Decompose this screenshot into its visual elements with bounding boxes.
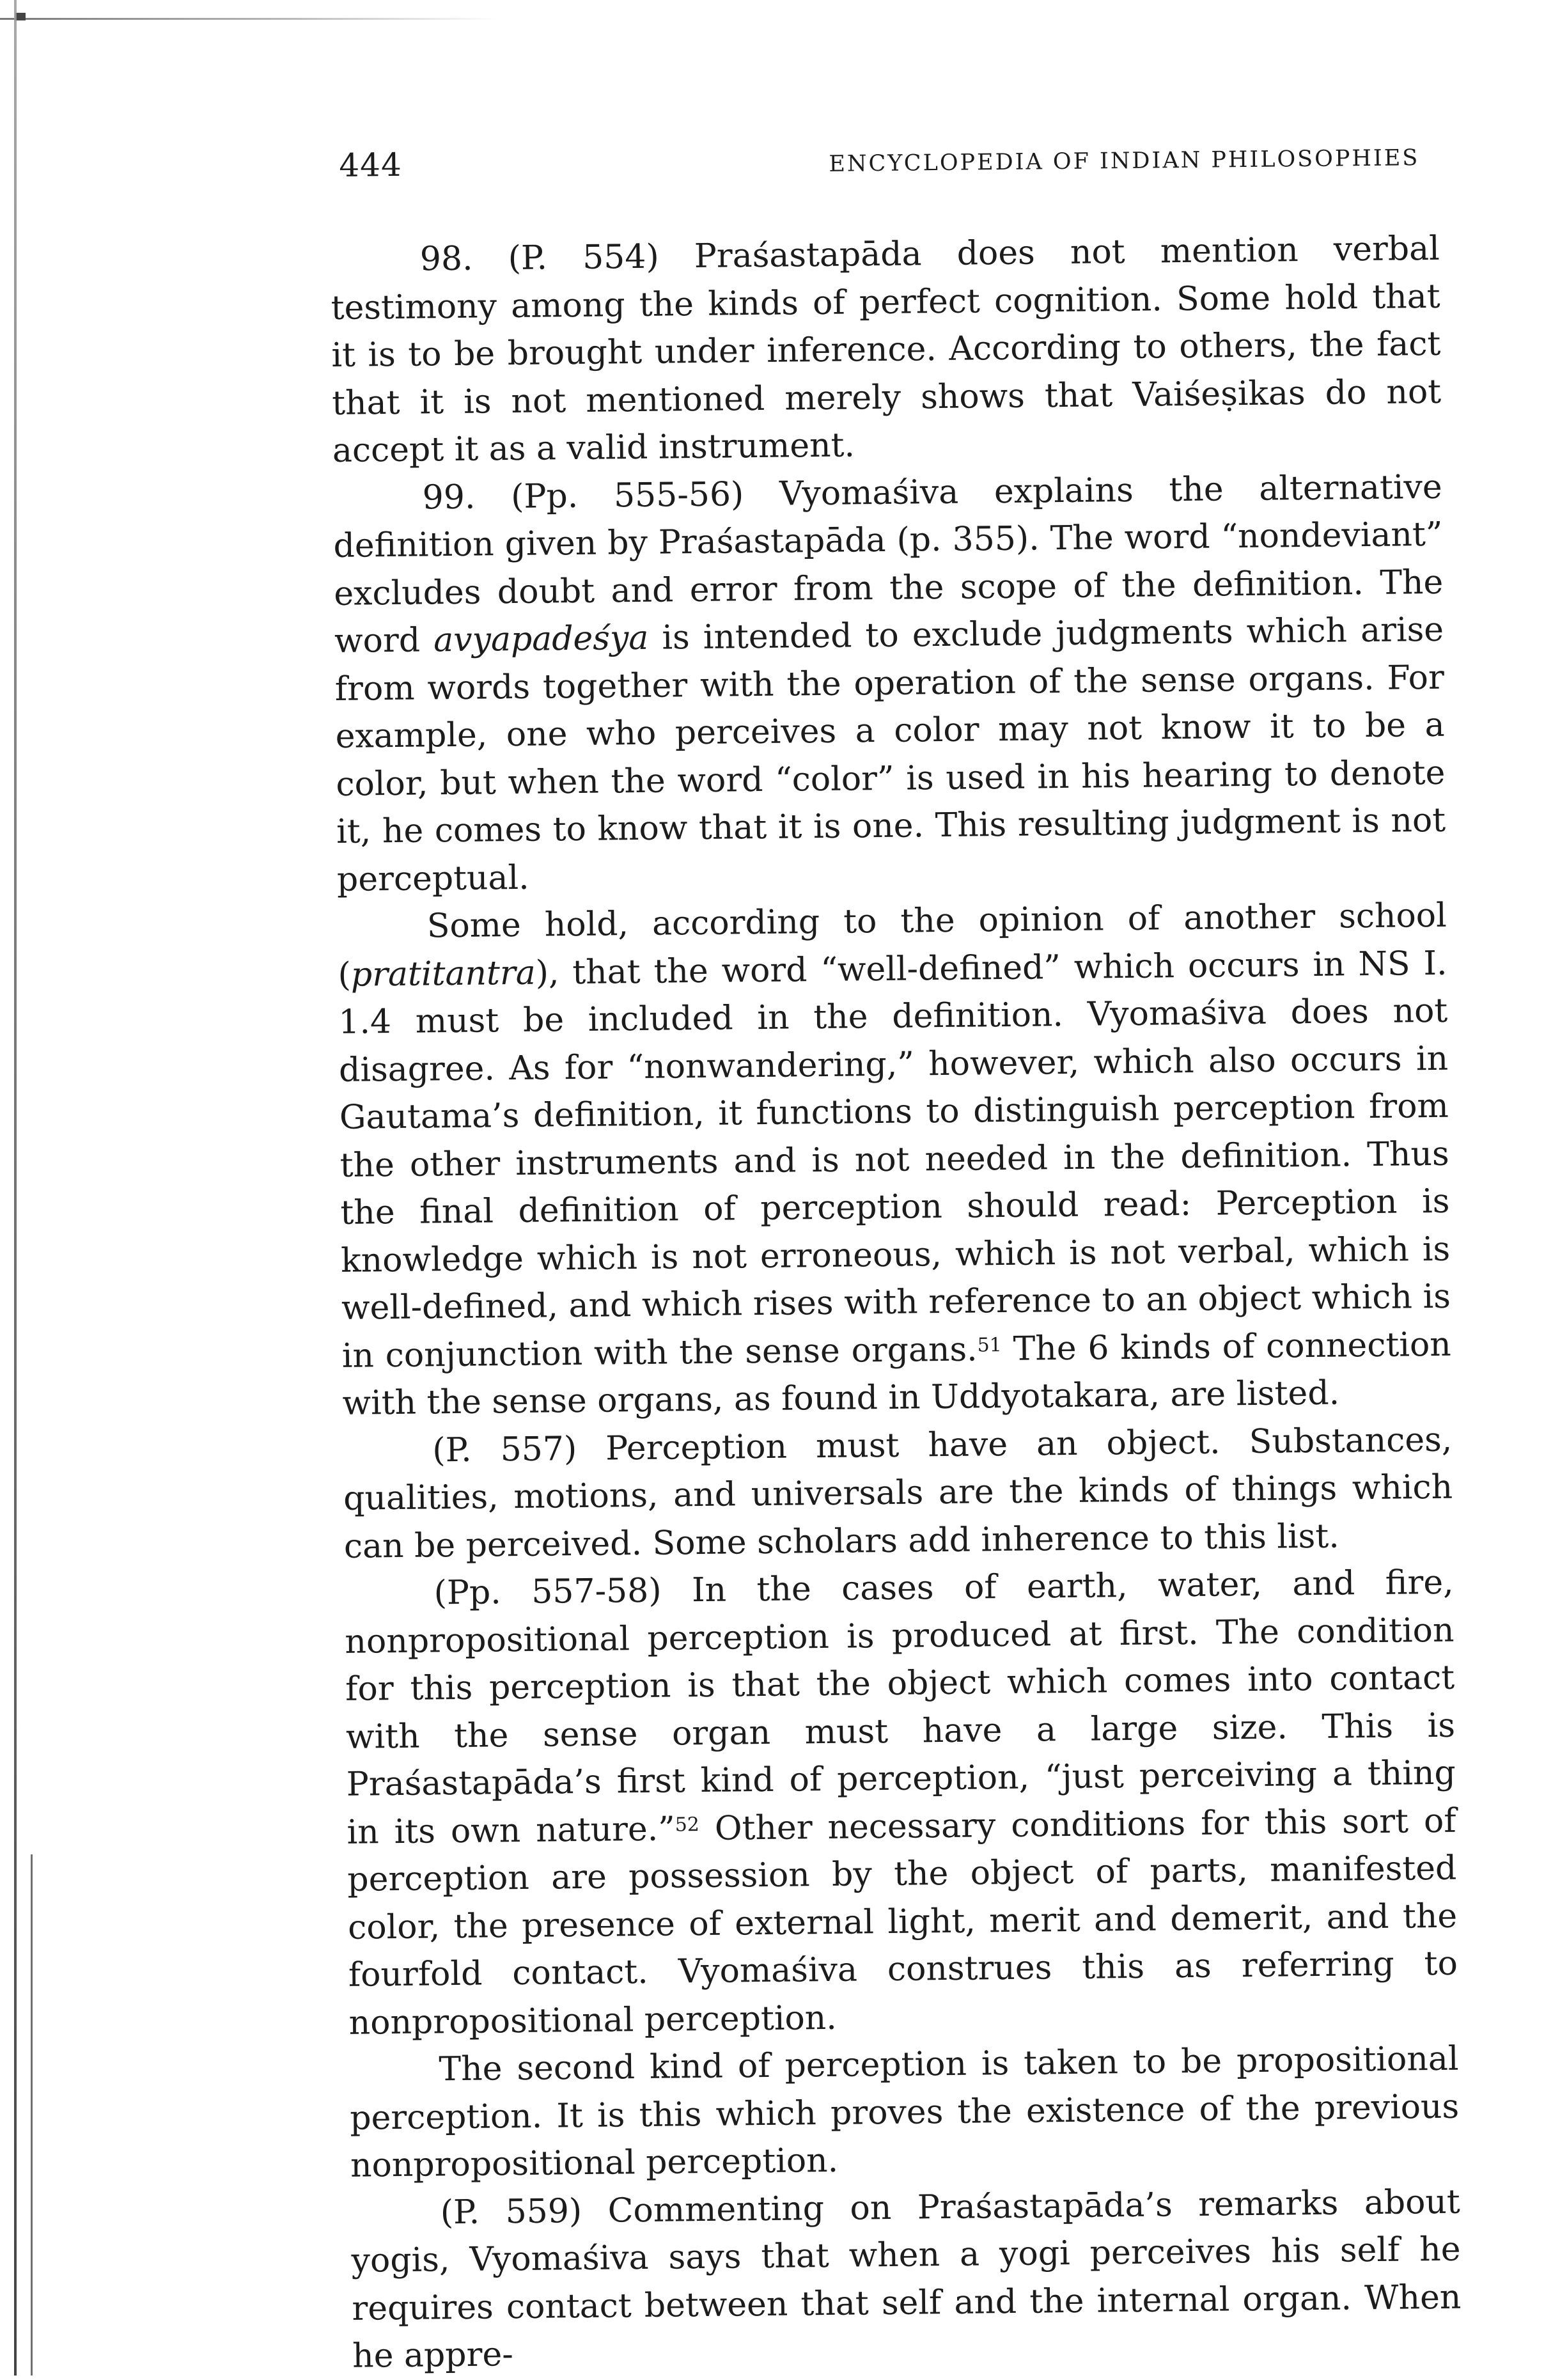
scan-edge-top [0,18,499,20]
body-text [330,225,1462,2380]
paragraph-p557-text: (P. 557) Perception must have an object. Substances, qualities, motions, and universals are the kinds of things which can be perceived. Some scholars add inherence to this list. [343,1420,1453,1566]
page-number: 444 [338,146,403,184]
scan-edge-left-inner [31,1854,33,2376]
paragraph-some-hold-text-c: The 6 kinds of connection with the sense organs, as found in Uddyotakara, are listed. [342,1325,1452,1423]
paragraph-99-text-a: 99. (Pp. 555-56) Vyomaśiva explains the alternative definition given by Praśastapāda (p. 355). The word “nondeviant” excludes doubt and error from the scope of the definition. The word [333,467,1444,661]
scan-edge-left [14,0,17,2376]
paragraph-p557 [343,1416,1453,1570]
paragraph-p559 [350,2178,1462,2380]
paragraph-p559-text: (P. 559) Commenting on Praśastapāda’s remarks about yogis, Vyomaśiva says that when a yogi perceives his self he requires contact between that self and the internal organ. When he appre- [351,2182,1462,2376]
footnote-ref-52: 52 [675,1813,700,1836]
paragraph-some-hold-text-b: ), that the word “well-defined” which occurs in NS I. 1.4 must be included in the definition. Vyomaśiva does not disagree. As for “nonwandering,” however, which also occurs in Gautama’s definition, it functions to distinguish perception from the other instruments and is not needed in the definition. Thus the final definition of perception should read: Perception is knowledge which is not erroneous, which is not verbal, which is well-defined, and which rises with reference to an object which is in conjunction with the sense organs. [338,944,1451,1375]
paragraph-99 [332,463,1446,904]
paragraph-pp557-58-text-a: (Pp. 557-58) In the cases of earth, water, and fire, nonpropositional perception is produced at first. The condition for this perception is that the object which comes into contact with the sense organ must have a large size. This is Praśastapāda’s first kind of perception, “just perceiving a thing in its own nature.” [345,1563,1456,1852]
running-head [339,136,1420,198]
paragraph-pp557-58-text-b: Other necessary conditions for this sort of perception are possession by the object of parts, manifested color, the presence of external light, merit and demerit, and the fourfold contact. Vyomaśiva construes this as referring to nonpropositional perception. [347,1801,1458,2042]
paragraph-pp557-58 [344,1559,1458,2047]
paragraph-some-hold-italic-term: pratitantra [350,953,536,994]
book-page [329,136,1462,2380]
paragraph-99-italic-term: avyapadeśya [433,618,649,660]
paragraph-some-hold-text-a: Some hold, according to the opinion of another school ( [338,896,1447,994]
paragraph-98-text: 98. (P. 554) Praśastapāda does not mention verbal testimony among the kinds of perfect cognition. Some hold that it is to be brought under inference. According to others, the fact that it is not mentioned merely shows that Vaiśeṣikas do not accept it as a valid instrument. [331,229,1442,470]
running-title: ENCYCLOPEDIA OF INDIAN PHILOSOPHIES [829,145,1420,177]
paragraph-99-text-b: is intended to exclude judgments which arise from words together with the operation of the sense organs. For example, one who perceives a color may not know it to be a color, but when the word “color” is used in his hearing to denote it, he comes to know that it is one. This resulting judgment is not perceptual. [334,610,1446,899]
paragraph-second-kind [349,2035,1460,2190]
paragraph-98 [330,225,1442,475]
scan-mark [15,13,26,20]
footnote-ref-51: 51 [977,1333,1002,1356]
paragraph-second-kind-text: The second kind of perception is taken to be propositional perception. It is this which proves the existence of the previous nonpropositional perception. [349,2039,1460,2185]
paragraph-some-hold [337,892,1451,1428]
